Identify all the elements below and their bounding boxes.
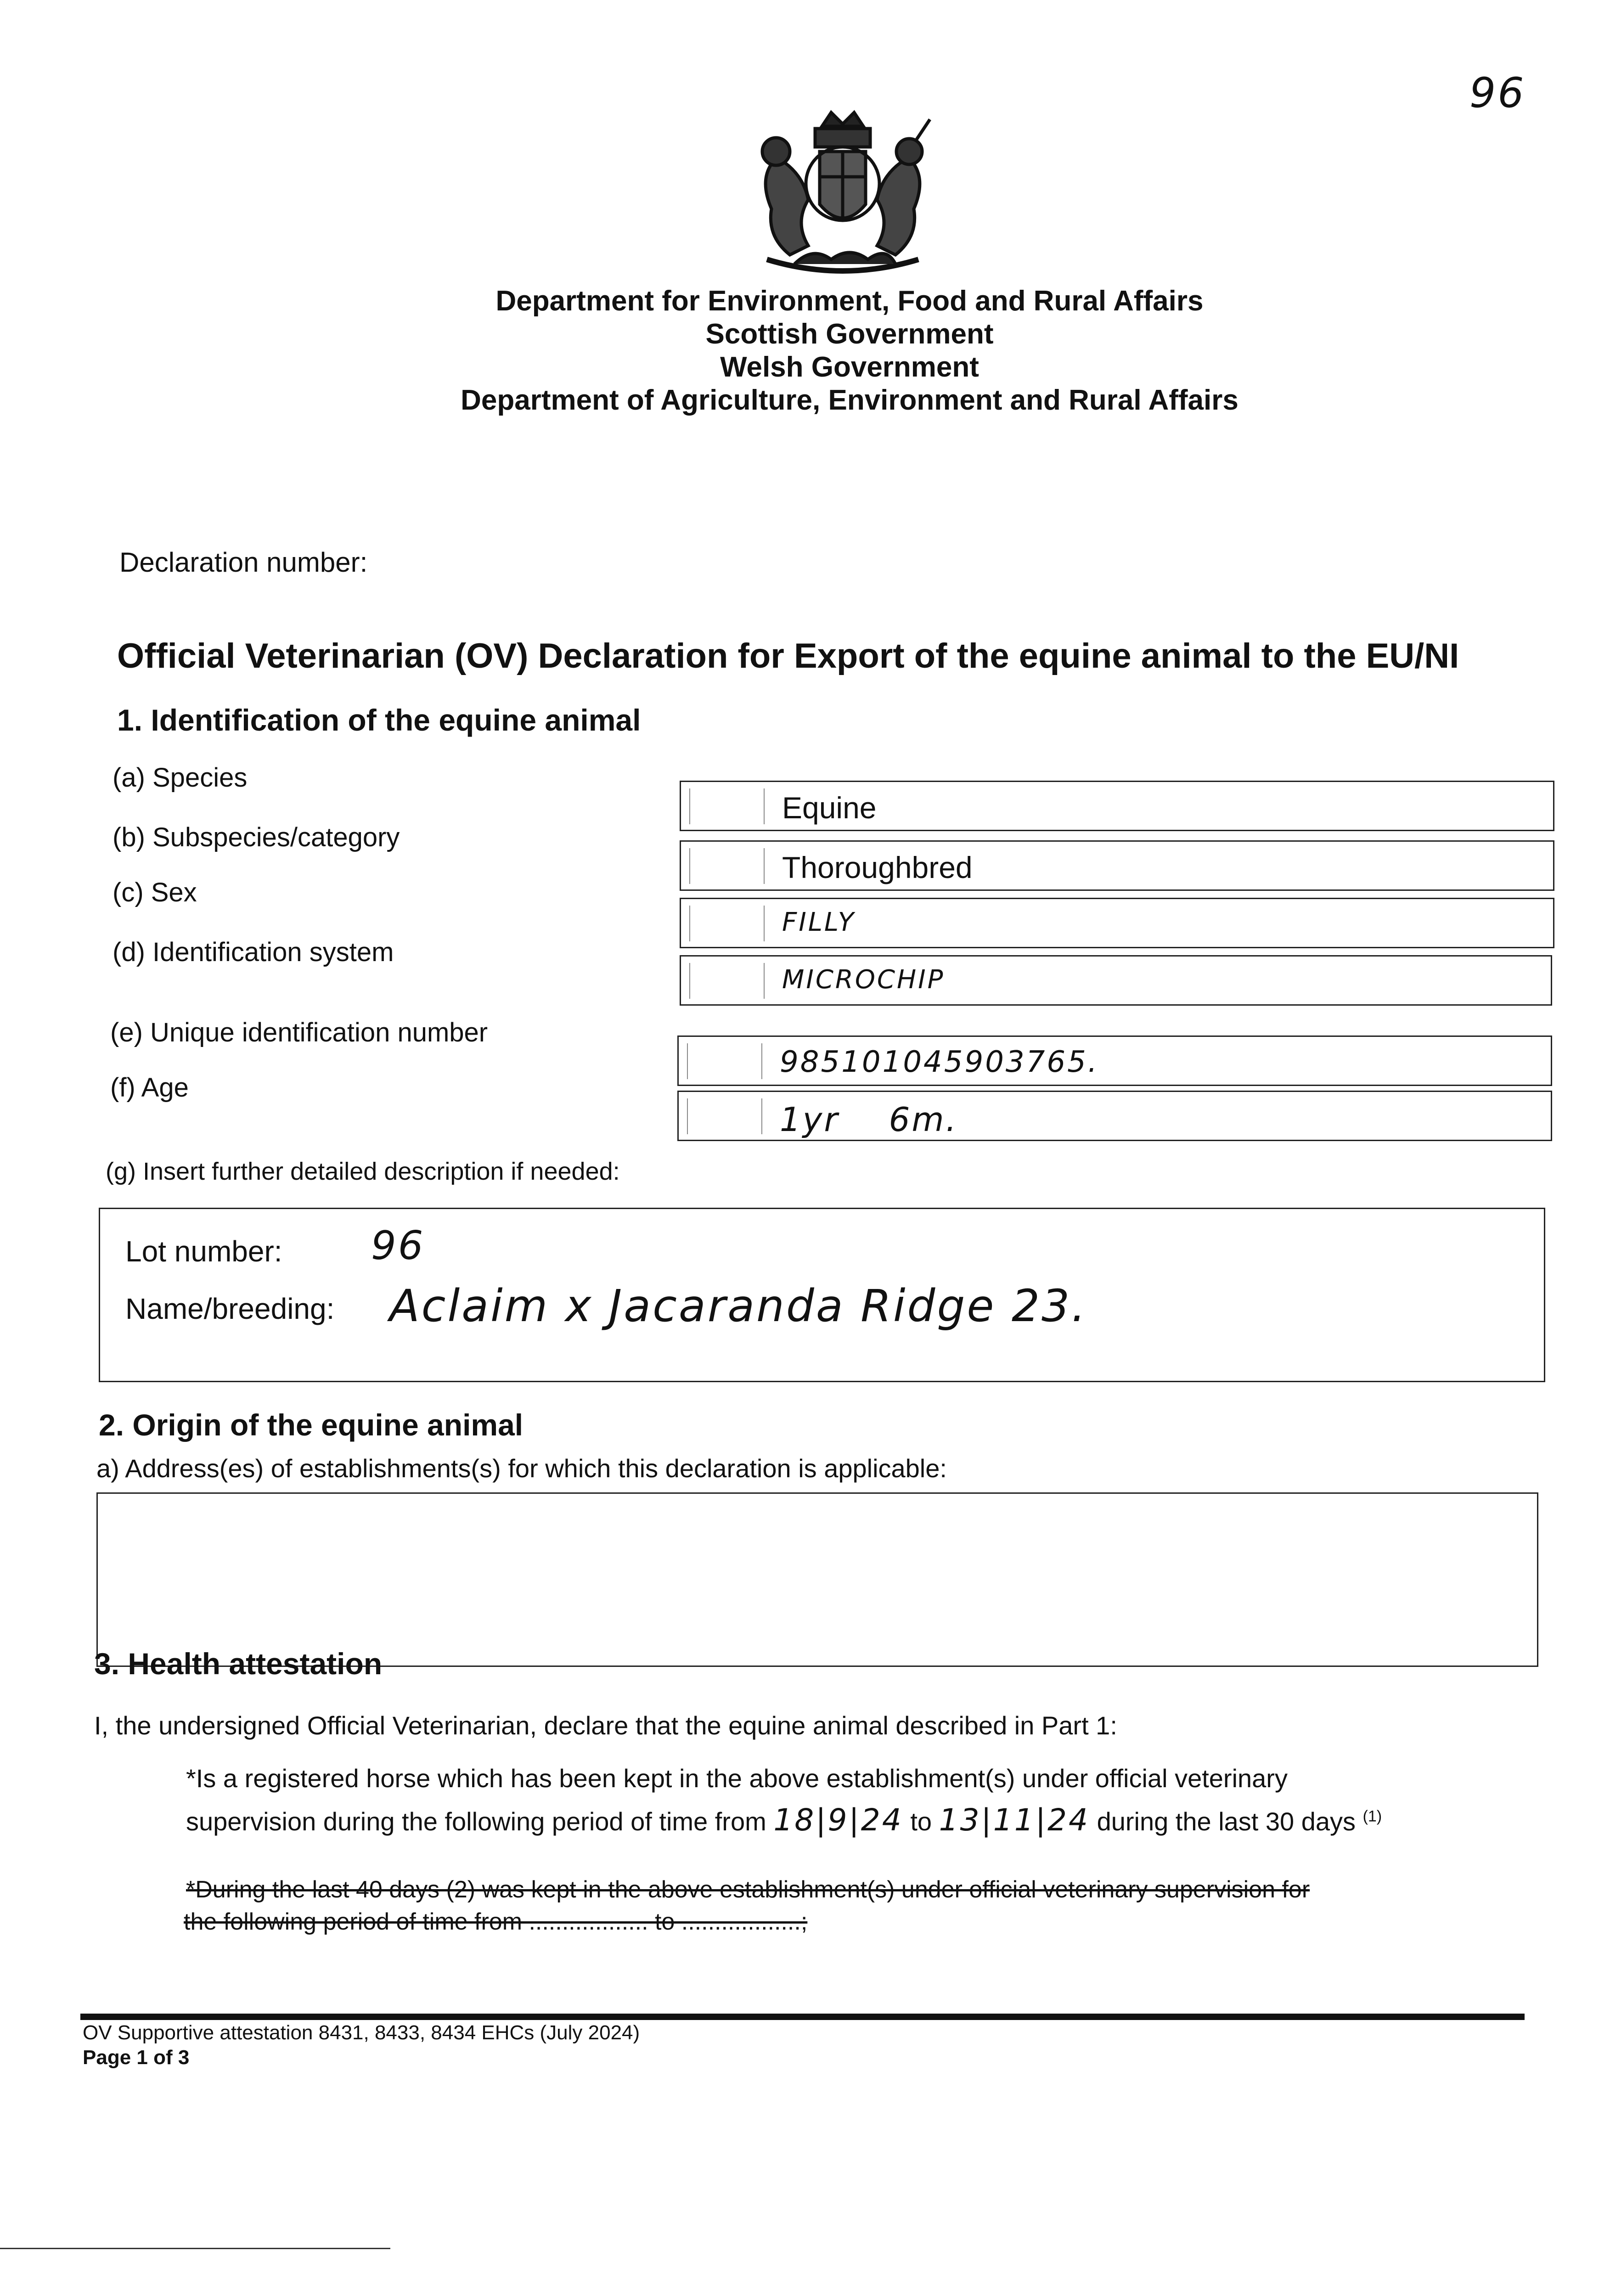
identification-system-field[interactable] [680, 955, 1552, 1006]
address-label: a) Address(es) of establishments(s) for which this declaration is applicable: [96, 1454, 947, 1483]
document-title: Official Veterinarian (OV) Declaration for Export of the equine animal to the EU/NI [117, 636, 1459, 675]
label-detailed-description: (g) Insert further detailed description if needed: [106, 1158, 620, 1185]
dept-daera: Department of Agriculture, Environment and Rural Affairs [461, 384, 1238, 416]
sex-value: FILLY [782, 907, 856, 937]
lot-number-value: 96 [371, 1223, 425, 1269]
address-box[interactable] [96, 1492, 1538, 1667]
dept-scottish-gov: Scottish Government [705, 318, 994, 350]
scan-edge-line [0, 2248, 390, 2249]
clause1-line1: *Is a registered horse which has been kept in the above establishment(s) under official veterinary [186, 1764, 1288, 1793]
subspecies-value: Thoroughbred [782, 850, 973, 884]
footer-page-number: Page 1 of 3 [83, 2046, 190, 2069]
lot-number-label: Lot number: [125, 1235, 282, 1268]
label-identification-system: (d) Identification system [113, 937, 394, 967]
section1-heading: 1. Identification of the equine animal [117, 703, 641, 737]
clause1-footnote: (1) [1362, 1807, 1382, 1825]
age-field[interactable] [677, 1091, 1552, 1141]
unique-id-value: 985101045903765. [780, 1045, 1099, 1079]
section3-heading: 3. Health attestation [94, 1647, 383, 1681]
date-to-value: 13|11|24 [939, 1802, 1090, 1838]
field-prefix-cell [689, 788, 765, 824]
royal-crest-logo [739, 108, 946, 282]
department-header [413, 285, 1286, 417]
subspecies-field[interactable] [680, 840, 1554, 891]
sex-field[interactable] [680, 898, 1554, 948]
clause1-line2 [186, 1802, 1382, 1838]
declaration-number-label: Declaration number: [119, 547, 368, 578]
unique-id-field[interactable] [677, 1035, 1552, 1086]
page-mark: 96 [1469, 69, 1526, 117]
label-subspecies: (b) Subspecies/category [113, 822, 400, 852]
name-breeding-label: Name/breeding: [125, 1292, 335, 1325]
clause2-line2: the following period of time from .................. to ..................; [184, 1908, 808, 1935]
name-breeding-value: Aclaim x Jacaranda Ridge 23. [389, 1280, 1087, 1332]
species-field[interactable] [680, 781, 1554, 831]
field-prefix-cell [687, 1098, 762, 1134]
detailed-description-box[interactable] [99, 1208, 1545, 1382]
identification-system-value: MICROCHIP [782, 965, 945, 995]
label-species: (a) Species [113, 763, 248, 793]
field-prefix-cell [687, 1043, 762, 1079]
age-value: 1yr 6m. [780, 1100, 958, 1139]
field-prefix-cell [689, 963, 765, 999]
section2-heading: 2. Origin of the equine animal [99, 1408, 524, 1442]
footer-divider [80, 2014, 1525, 2020]
dept-defra: Department for Environment, Food and Rural Affairs [495, 285, 1204, 317]
clause1-text-b: to [910, 1807, 932, 1836]
attestation-intro: I, the undersigned Official Veterinarian, declare that the equine animal described in Part 1: [94, 1711, 1117, 1740]
clause2-line1: *During the last 40 days (2) was kept in the above establishment(s) under official veterinary supervision for [186, 1876, 1310, 1903]
dept-welsh-gov: Welsh Government [720, 351, 979, 383]
date-from-value: 18|9|24 [773, 1802, 903, 1838]
footer-attestation-ref: OV Supportive attestation 8431, 8433, 8434 EHCs (July 2024) [83, 2021, 640, 2044]
label-unique-id: (e) Unique identification number [110, 1018, 488, 1047]
clause1-text-c: during the last 30 days [1097, 1807, 1356, 1836]
clause1-text-a: supervision during the following period of time from [186, 1807, 766, 1836]
species-value: Equine [782, 791, 877, 825]
field-prefix-cell [689, 848, 765, 884]
label-sex: (c) Sex [113, 878, 197, 907]
footer [83, 2020, 640, 2070]
label-age: (f) Age [110, 1073, 189, 1103]
field-prefix-cell [689, 906, 765, 941]
